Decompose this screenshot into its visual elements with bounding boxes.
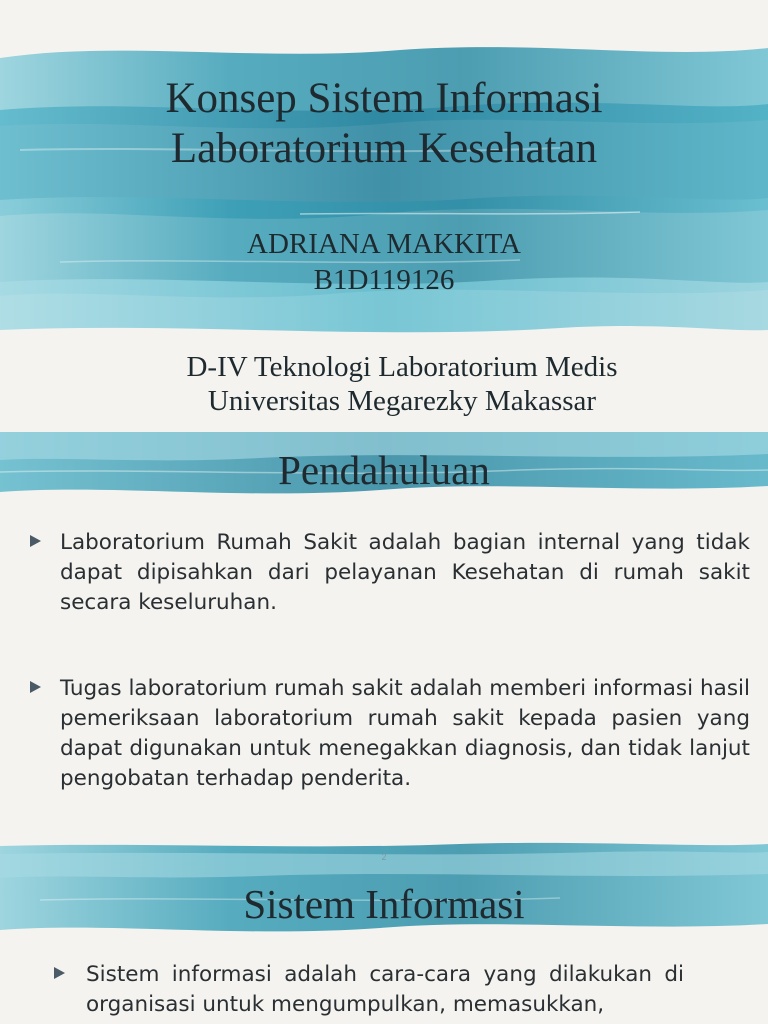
bullet-item: [30, 674, 750, 794]
bullet-item: [54, 960, 684, 1020]
presentation-title: [0, 74, 768, 174]
slide-title: Pendahuluan: [278, 447, 490, 493]
triangle-bullet-icon: [30, 534, 44, 548]
bullet-text: Sistem informasi adalah cara-cara yang dilakukan di organisasi untuk mengumpulkan, memasukkan,: [86, 962, 684, 1017]
university-name: Universitas Megarezky Makassar: [207, 385, 597, 417]
title-line-1: Konsep Sistem Informasi: [165, 75, 603, 122]
triangle-bullet-icon: [30, 680, 44, 694]
bullet-item: [30, 528, 750, 618]
author-block: [0, 226, 768, 298]
author-name: ADRIANA MAKKITA: [247, 228, 521, 260]
sistem-informasi-slide: [0, 840, 768, 1024]
bullet-text: Tugas laboratorium rumah sakit adalah memberi informasi hasil pemeriksaan laboratorium rumah sakit kepada pasien yang dapat digunakan untuk menegakkan diagnosis, dan tidak lanjut pengobatan terhadap penderita.: [60, 676, 750, 791]
title-slide: [0, 0, 768, 432]
slide-title: Sistem Informasi: [243, 881, 525, 927]
program-name: D-IV Teknologi Laboratorium Medis: [186, 351, 618, 383]
triangle-bullet-icon: [54, 966, 68, 980]
affiliation-block: [0, 350, 768, 418]
pendahuluan-slide: [0, 432, 768, 840]
title-line-2: Laboratorium Kesehatan: [170, 125, 598, 172]
bullet-text: Laboratorium Rumah Sakit adalah bagian internal yang tidak dapat dipisahkan dari pelayanan Kesehatan di rumah sakit secara keseluruhan.: [60, 530, 750, 615]
page-number: 2: [381, 852, 387, 862]
author-id: B1D119126: [313, 264, 455, 296]
